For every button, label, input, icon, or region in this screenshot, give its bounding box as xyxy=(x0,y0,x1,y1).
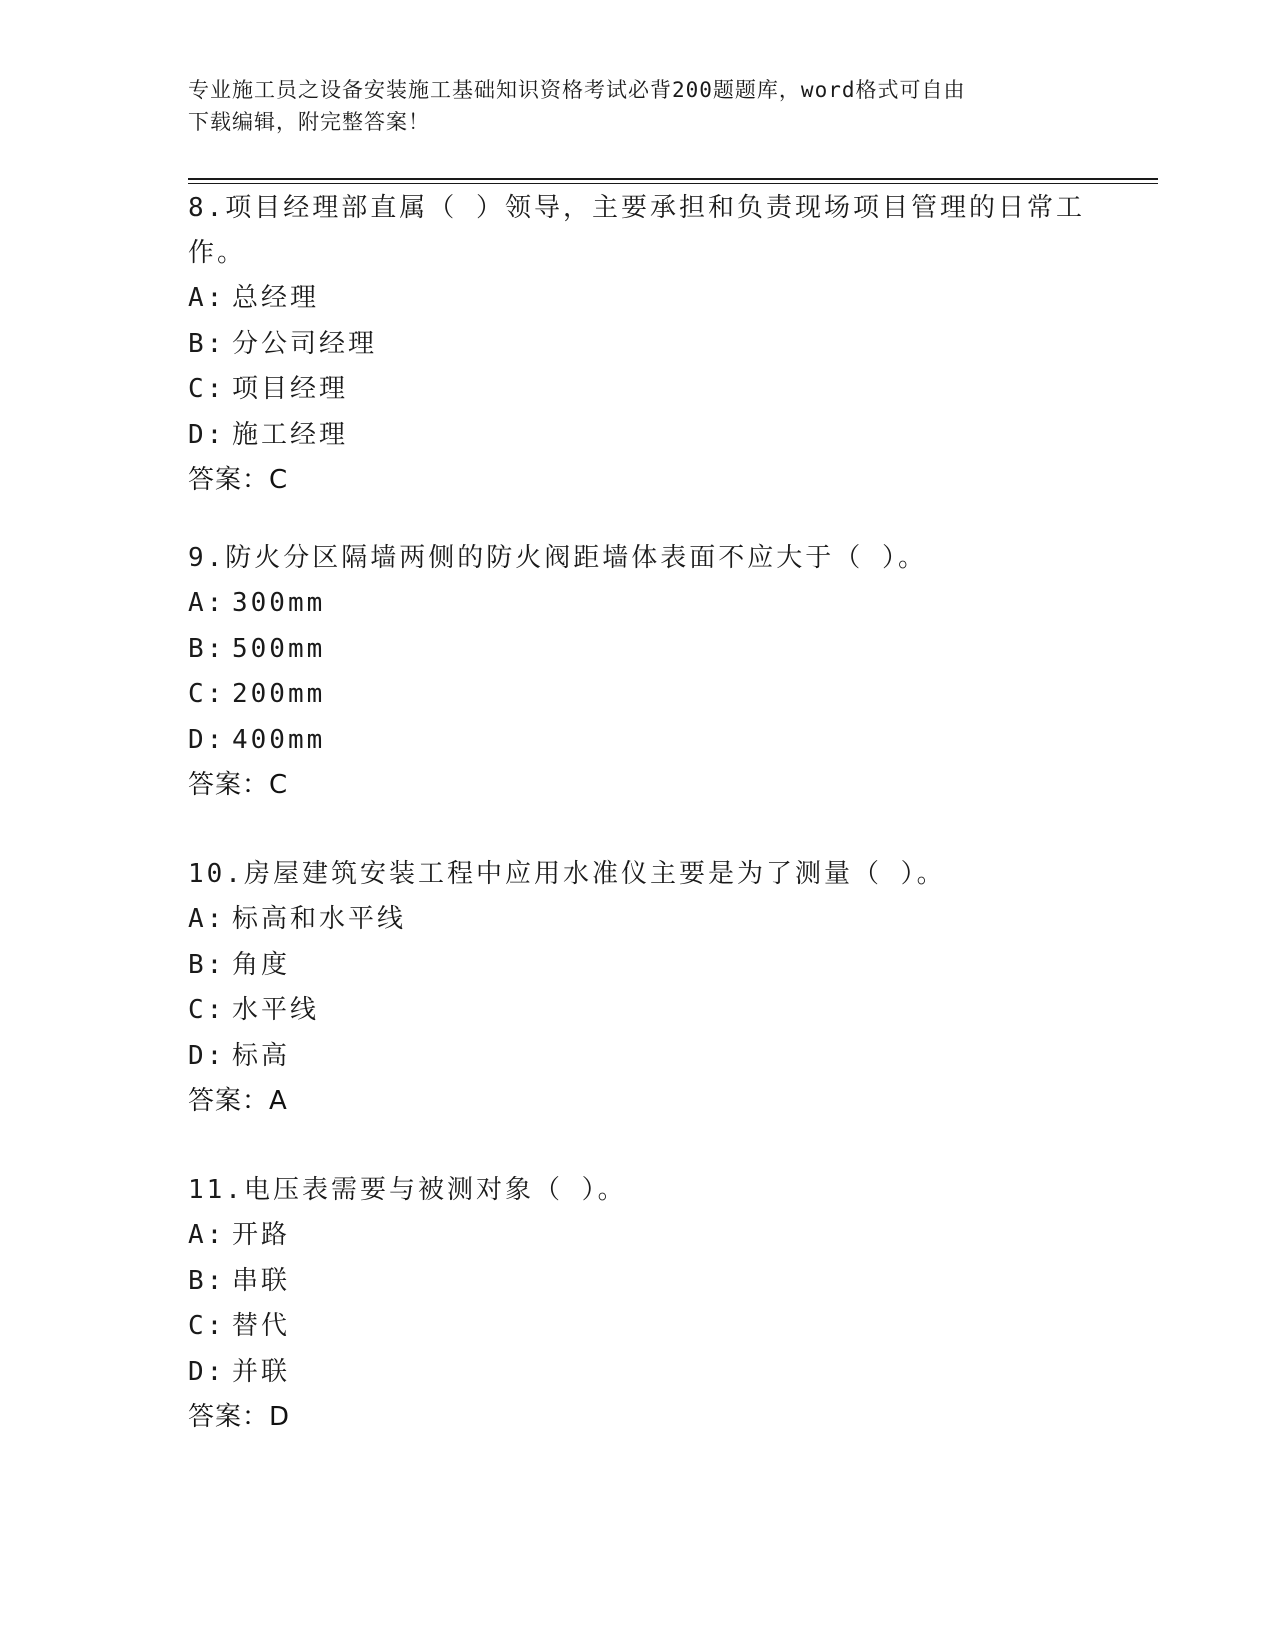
option-text: 开路 xyxy=(232,1220,291,1250)
answer-line: 答案：C xyxy=(188,465,289,495)
option-letter: C: xyxy=(188,995,226,1025)
option-d xyxy=(188,1034,1088,1080)
option-letter: D: xyxy=(188,724,226,755)
answer-line: 答案：C xyxy=(188,770,289,800)
question-11 xyxy=(188,1168,1088,1440)
option-text: 项目经理 xyxy=(232,374,349,404)
question-stem-line-1: 11.电压表需要与被测对象（ ）。 xyxy=(188,1175,627,1205)
header-line-2: 下载编辑，附完整答案！ xyxy=(188,110,430,134)
option-text: 标高和水平线 xyxy=(232,904,407,934)
option-text: 角度 xyxy=(232,949,291,980)
option-letter: A: xyxy=(188,904,226,934)
question-10 xyxy=(188,852,1088,1124)
question-9 xyxy=(188,536,1088,808)
option-c xyxy=(188,367,1088,413)
question-stem-line-1: 8.项目经理部直属（ ）领导，主要承担和负责现场项目管理的日常工 xyxy=(188,193,1085,223)
question-stem xyxy=(188,186,1088,276)
option-b xyxy=(188,627,1088,673)
header-line-1: 专业施工员之设备安装施工基础知识资格考试必背200题题库，word格式可自由 xyxy=(188,78,966,102)
option-letter: C: xyxy=(188,1311,226,1341)
option-letter: C: xyxy=(188,679,226,709)
option-b xyxy=(188,943,1088,989)
option-text: 水平线 xyxy=(232,995,320,1025)
option-text: 500mm xyxy=(232,633,326,664)
document-header xyxy=(188,74,1088,138)
option-d xyxy=(188,718,1088,764)
option-text: 施工经理 xyxy=(232,419,349,450)
option-d xyxy=(188,1350,1088,1396)
option-a xyxy=(188,276,1088,322)
option-letter: A: xyxy=(188,283,226,313)
option-text: 标高 xyxy=(232,1040,291,1071)
option-list xyxy=(188,581,1088,763)
question-stem xyxy=(188,852,1088,897)
option-text: 300mm xyxy=(232,588,326,618)
option-letter: B: xyxy=(188,633,226,664)
option-text: 替代 xyxy=(232,1311,291,1341)
option-letter: D: xyxy=(188,1040,226,1071)
option-a xyxy=(188,581,1088,627)
question-stem-line-2: 作。 xyxy=(188,238,247,268)
answer-line: 答案：A xyxy=(188,1086,288,1116)
option-list xyxy=(188,1213,1088,1395)
option-letter: D: xyxy=(188,1356,226,1387)
option-letter: A: xyxy=(188,1220,226,1250)
option-text: 总经理 xyxy=(232,283,320,313)
option-c xyxy=(188,672,1088,718)
option-b xyxy=(188,1259,1088,1305)
option-text: 分公司经理 xyxy=(232,328,378,359)
option-letter: B: xyxy=(188,328,226,359)
option-c xyxy=(188,988,1088,1034)
option-list xyxy=(188,897,1088,1079)
option-d xyxy=(188,413,1088,459)
option-letter: D: xyxy=(188,419,226,450)
option-letter: B: xyxy=(188,949,226,980)
option-text: 并联 xyxy=(232,1356,291,1387)
question-stem-line-1: 9.防火分区隔墙两侧的防火阀距墙体表面不应大于（ ）。 xyxy=(188,543,927,573)
option-text: 400mm xyxy=(232,724,326,755)
option-letter: C: xyxy=(188,374,226,404)
option-a xyxy=(188,1213,1088,1259)
question-stem xyxy=(188,1168,1088,1213)
option-letter: B: xyxy=(188,1265,226,1296)
option-a xyxy=(188,897,1088,943)
answer-line: 答案：D xyxy=(188,1402,291,1432)
header-divider-top xyxy=(188,178,1158,180)
question-stem-line-1: 10.房屋建筑安装工程中应用水准仪主要是为了测量（ ）。 xyxy=(188,859,946,889)
option-letter: A: xyxy=(188,588,226,618)
option-text: 200mm xyxy=(232,679,326,709)
option-c xyxy=(188,1304,1088,1350)
question-8 xyxy=(188,186,1088,503)
option-b xyxy=(188,322,1088,368)
question-stem xyxy=(188,536,1088,581)
option-list xyxy=(188,276,1088,458)
header-divider-bottom xyxy=(188,183,1158,184)
option-text: 串联 xyxy=(232,1265,291,1296)
